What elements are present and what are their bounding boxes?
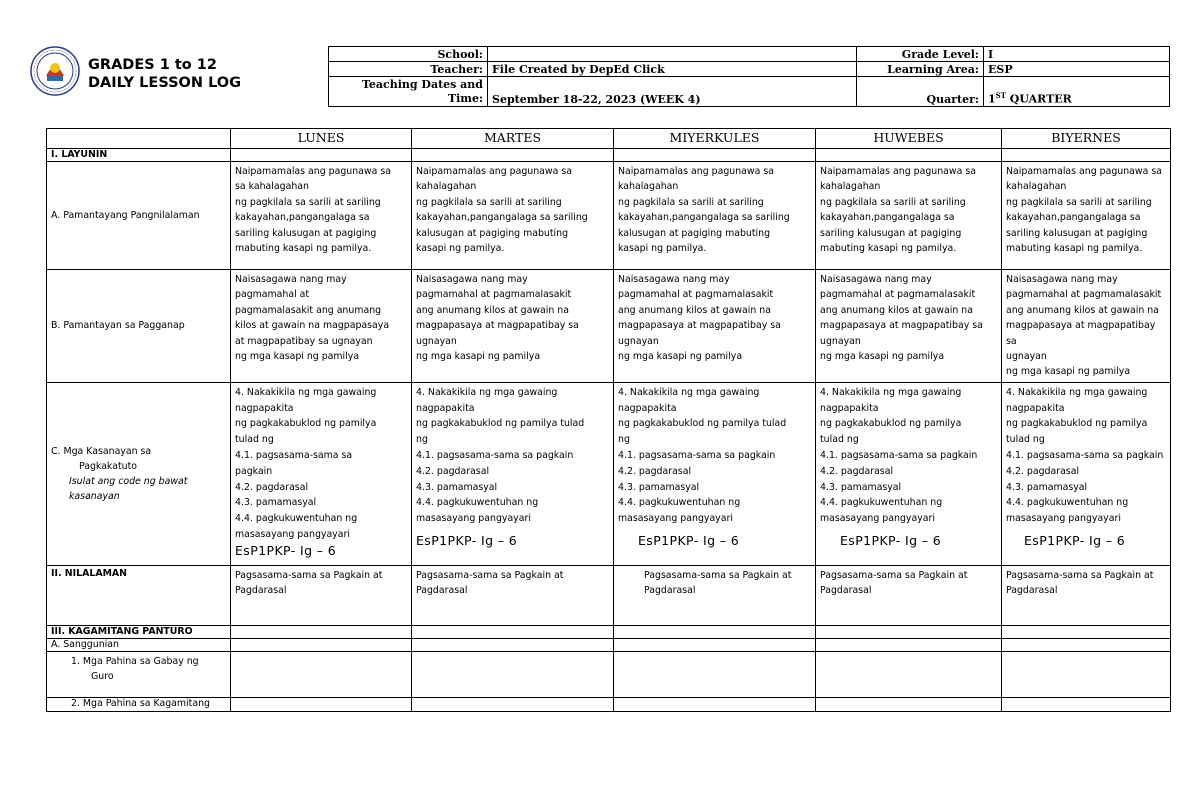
text-line: Pagdarasal	[1006, 585, 1058, 597]
text-line: 4.4. pagkukuwentuhan ng	[416, 497, 539, 509]
empty-cell	[1002, 638, 1171, 651]
row-label-pamantayan-sa-pagganap: B. Pamantayan sa Pagganap	[47, 270, 231, 383]
text-line: ng pagkakabuklod ng pamilya	[235, 418, 377, 430]
text-line: nagpapakita	[1006, 402, 1065, 414]
text-line: 4. Nakakikila ng mga gawaing	[618, 386, 760, 398]
text-line: Naipamamalas ang pagunawa sa	[235, 166, 391, 177]
text-line: Naisasagawa nang may	[618, 274, 730, 285]
text-line: masasayang pangyayari	[820, 513, 935, 525]
cell-c-martes	[412, 382, 614, 565]
text-line: ng pagkakabuklod ng pamilya tulad	[416, 418, 585, 430]
gabay-line-2: Guro	[91, 670, 114, 682]
text-line: Pagdarasal	[416, 585, 468, 597]
cell-c-huwebes	[816, 382, 1002, 565]
text-line: ng mga kasapi ng pamilya	[820, 351, 945, 363]
cell-nilalaman-huwebes	[816, 565, 1002, 625]
empty-cell	[1002, 149, 1171, 162]
row-label-kagamitang: 2. Mga Pahina sa Kagamitang	[47, 697, 231, 711]
title-line-2: DAILY LESSON LOG	[88, 75, 242, 91]
empty-cell	[412, 697, 614, 711]
quarter-text: QUARTER	[1005, 93, 1072, 106]
gabay-line-1: 1. Mga Pahina sa Gabay ng	[71, 655, 199, 667]
text-line: ng pagkakabuklod ng pamilya	[820, 418, 962, 430]
text-line: Pagdarasal	[235, 585, 287, 597]
quarter-label: Quarter:	[857, 77, 984, 107]
text-line: nagpapakita	[618, 402, 677, 414]
text-line: Naipamamalas ang pagunawa sa	[1006, 166, 1162, 177]
text-line: ang anumang kilos at gawain na	[618, 304, 771, 316]
text-line: pagmamalasakit ang anumang	[235, 304, 382, 316]
cell-a-miyerkules	[614, 162, 816, 270]
text-line: Naisasagawa nang may	[1006, 274, 1118, 285]
text-line: Naipamamalas ang pagunawa sa	[416, 166, 572, 177]
text-line: ng mga kasapi ng pamilya	[235, 351, 360, 363]
day-header-miyerkules: MIYERKULES	[614, 129, 816, 149]
text-line: ng pagkilala sa sarili at sariling	[235, 196, 381, 208]
deped-seal-logo	[30, 46, 80, 96]
teacher-value: File Created by DepEd Click	[488, 62, 857, 77]
corner-header-cell	[47, 129, 231, 149]
text-line: ng	[416, 434, 428, 446]
text-line: ang anumang kilos at gawain na	[1006, 304, 1159, 316]
cell-nilalaman-martes	[412, 565, 614, 625]
text-line: 4.1. pagsasama-sama sa pagkain	[1006, 450, 1164, 462]
competency-code: EsP1PKP- Ig – 6	[840, 533, 942, 549]
text-line: pagkain	[235, 465, 273, 477]
text-line: nagpapakita	[416, 402, 475, 414]
text-line: masasayang pangyayari	[235, 529, 350, 541]
text-line: kahalagahan	[416, 181, 477, 193]
text-line: kakayahan,pangangalaga sa	[1006, 212, 1141, 224]
text-line: 4.4. pagkukuwentuhan ng	[1006, 497, 1129, 509]
text-line: Pagdarasal	[644, 585, 696, 597]
text-line: ang anumang kilos at gawain na	[820, 304, 973, 316]
grade-value: I	[984, 47, 1170, 62]
quarter-superscript: ST	[995, 91, 1006, 101]
kasanayan-label-note: Isulat ang code ng bawat kasanayan	[69, 475, 188, 502]
text-line: tulad ng	[1006, 434, 1045, 446]
empty-cell	[231, 651, 412, 697]
empty-cell	[614, 697, 816, 711]
cell-b-huwebes	[816, 270, 1002, 383]
text-line: 4.2. pagdarasal	[618, 465, 692, 477]
text-line: ugnayan	[820, 335, 861, 347]
cell-c-miyerkules	[614, 382, 816, 565]
text-line: 4.3. pamamasyal	[235, 497, 317, 509]
cell-c-biyernes	[1002, 382, 1171, 565]
section-nilalaman: II. NILALAMAN	[47, 565, 231, 625]
day-header-martes: MARTES	[412, 129, 614, 149]
text-line: ng	[618, 434, 630, 446]
kasanayan-label-line-1: C. Mga Kasanayan sa	[51, 445, 152, 457]
empty-cell	[816, 625, 1002, 638]
text-line: 4.3. pamamasyal	[1006, 481, 1088, 493]
text-line: kasapi ng pamilya.	[416, 243, 505, 255]
text-line: ng pagkakabuklod ng pamilya tulad	[618, 418, 787, 430]
empty-cell	[614, 625, 816, 638]
text-line: pagmamahal at pagmamalasakit	[1006, 289, 1162, 301]
text-line: kakayahan,pangangalaga sa sariling	[618, 212, 790, 224]
text-line: ng mga kasapi ng pamilya	[618, 351, 743, 363]
empty-cell	[1002, 625, 1171, 638]
text-line: Naisasagawa nang may	[235, 274, 347, 285]
school-value	[488, 47, 857, 62]
empty-cell	[816, 638, 1002, 651]
text-line: 4.3. pamamasyal	[416, 481, 498, 493]
text-line: nagpapakita	[235, 402, 294, 414]
text-line: Pagdarasal	[820, 585, 872, 597]
text-line: pagmamahal at pagmamalasakit	[416, 289, 572, 301]
cell-c-lunes	[231, 382, 412, 565]
text-line: ugnayan	[1006, 351, 1047, 363]
lesson-log-table	[46, 128, 1171, 712]
text-line: masasayang pangyayari	[416, 513, 531, 525]
text-line: 4.4. pagkukuwentuhan ng	[618, 497, 741, 509]
text-line: Pagsasama-sama sa Pagkain at	[416, 569, 564, 581]
row-label-pamantayang-pangnilalaman: A. Pamantayang Pangnilalaman	[47, 162, 231, 270]
text-line: magpapasaya at magpapatibay sa	[618, 320, 781, 332]
text-line: kalusugan at pagiging mabuting	[618, 227, 771, 239]
text-line: 4. Nakakikila ng mga gawaing	[1006, 386, 1148, 398]
text-line: nagpapakita	[820, 402, 879, 414]
cell-nilalaman-biyernes	[1002, 565, 1171, 625]
dates-label-line-2: Time:	[447, 92, 483, 105]
row-label-kasanayan	[47, 382, 231, 565]
school-label: School:	[329, 47, 488, 62]
text-line: pagmamahal at pagmamalasakit	[618, 289, 774, 301]
text-line: 4. Nakakikila ng mga gawaing	[235, 386, 377, 398]
text-line: magpapasaya at magpapatibay sa	[416, 320, 579, 332]
empty-cell	[614, 651, 816, 697]
competency-code: EsP1PKP- Ig – 6	[1024, 533, 1126, 549]
text-line: kilos at gawain na magpapasaya	[235, 320, 390, 332]
text-line: kalusugan at pagiging mabuting	[416, 227, 569, 239]
cell-b-martes	[412, 270, 614, 383]
text-line: Pagsasama-sama sa Pagkain at	[1006, 569, 1154, 581]
text-line: Naisasagawa nang may	[416, 274, 528, 285]
text-line: ng pagkilala sa sarili at sariling	[820, 196, 966, 208]
quarter-value	[984, 77, 1170, 107]
empty-cell	[412, 149, 614, 162]
empty-cell	[1002, 651, 1171, 697]
area-label: Learning Area:	[857, 62, 984, 77]
empty-cell	[614, 149, 816, 162]
empty-cell	[231, 638, 412, 651]
empty-cell	[412, 625, 614, 638]
text-line: kasapi ng pamilya.	[618, 243, 707, 255]
text-line: 4.2. pagdarasal	[235, 481, 309, 493]
text-line: ng pagkilala sa sarili at sariling	[416, 196, 562, 208]
area-value: ESP	[984, 62, 1170, 77]
text-line: pagmamahal at	[235, 289, 310, 301]
cell-a-biyernes	[1002, 162, 1171, 270]
text-line: kahalagahan	[1006, 181, 1067, 193]
text-line: tulad ng	[820, 434, 859, 446]
cell-a-martes	[412, 162, 614, 270]
section-sanggunian: A. Sanggunian	[47, 638, 231, 651]
text-line: Naipamamalas ang pagunawa sa	[618, 166, 774, 177]
empty-cell	[231, 149, 412, 162]
text-line: 4.2. pagdarasal	[1006, 465, 1080, 477]
text-line: ng mga kasapi ng pamilya	[1006, 366, 1131, 378]
grade-label: Grade Level:	[857, 47, 984, 62]
document-title	[88, 56, 241, 92]
cell-nilalaman-lunes	[231, 565, 412, 625]
empty-cell	[412, 638, 614, 651]
quarter-number: 1	[988, 93, 996, 106]
competency-code: EsP1PKP- Ig – 6	[235, 542, 337, 558]
text-line: masasayang pangyayari	[1006, 513, 1121, 525]
text-line: 4.1. pagsasama-sama sa pagkain	[618, 450, 776, 462]
cell-a-huwebes	[816, 162, 1002, 270]
empty-cell	[816, 149, 1002, 162]
text-line: 4.1. pagsasama-sama sa pagkain	[416, 450, 574, 462]
text-line: kahalagahan	[820, 181, 881, 193]
dates-value: September 18-22, 2023 (WEEK 4)	[488, 77, 857, 107]
title-line-1: GRADES 1 to 12	[88, 57, 217, 73]
text-line: at magpapatibay sa ugnayan	[235, 335, 373, 347]
text-line: kakayahan,pangangalaga sa	[235, 212, 370, 224]
text-line: masasayang pangyayari	[618, 513, 733, 525]
kasanayan-label-line-2: Pagkakatuto	[79, 460, 137, 472]
text-line: sariling kalusugan at pagiging	[235, 227, 377, 239]
text-line: tulad ng	[235, 434, 274, 446]
text-line: ng mga kasapi ng pamilya	[416, 351, 541, 363]
dates-label-line-1: Teaching Dates and	[361, 78, 483, 91]
text-line: sa kahalagahan	[235, 181, 309, 193]
empty-cell	[231, 625, 412, 638]
competency-code: EsP1PKP- Ig – 6	[416, 533, 518, 549]
text-line: ugnayan	[618, 335, 659, 347]
text-line: Pagsasama-sama sa Pagkain at	[235, 569, 383, 581]
empty-cell	[816, 697, 1002, 711]
text-line: 4.4. pagkukuwentuhan ng	[235, 513, 358, 525]
text-line: sariling kalusugan at pagiging	[820, 227, 962, 239]
text-line: kakayahan,pangangalaga sa sariling	[416, 212, 588, 224]
text-line: ugnayan	[416, 335, 457, 347]
text-line: 4.3. pamamasyal	[820, 481, 902, 493]
day-header-biyernes: BIYERNES	[1002, 129, 1171, 149]
text-line: mabuting kasapi ng pamilya.	[235, 243, 372, 255]
text-line: 4.2. pagdarasal	[820, 465, 894, 477]
text-line: mabuting kasapi ng pamilya.	[820, 243, 957, 255]
text-line: Naipamamalas ang pagunawa sa	[820, 166, 976, 177]
row-label-gabay-ng-guro	[47, 651, 231, 697]
text-line: ang anumang kilos at gawain na	[416, 304, 569, 316]
text-line: 4. Nakakikila ng mga gawaing	[416, 386, 558, 398]
day-header-huwebes: HUWEBES	[816, 129, 1002, 149]
cell-b-miyerkules	[614, 270, 816, 383]
text-line: ng pagkakabuklod ng pamilya	[1006, 418, 1148, 430]
text-line: Naisasagawa nang may	[820, 274, 932, 285]
text-line: kahalagahan	[618, 181, 679, 193]
text-line: magpapasaya at magpapatibay sa	[820, 320, 983, 332]
cell-b-biyernes	[1002, 270, 1171, 383]
cell-a-lunes	[231, 162, 412, 270]
empty-cell	[231, 697, 412, 711]
dates-label	[329, 77, 488, 107]
text-line: mabuting kasapi ng pamilya.	[1006, 243, 1143, 255]
text-line: 4.1. pagsasama-sama sa pagkain	[820, 450, 978, 462]
text-line: magpapasaya at magpapatibay sa	[1006, 320, 1156, 347]
competency-code: EsP1PKP- Ig – 6	[638, 533, 740, 549]
empty-cell	[816, 651, 1002, 697]
text-line: ng pagkilala sa sarili at sariling	[618, 196, 764, 208]
text-line: Pagsasama-sama sa Pagkain at	[820, 569, 968, 581]
text-line: 4.1. pagsasama-sama sa	[235, 450, 353, 462]
section-layunin: I. LAYUNIN	[47, 149, 231, 162]
text-line: sariling kalusugan at pagiging	[1006, 227, 1148, 239]
day-header-lunes: LUNES	[231, 129, 412, 149]
text-line: 4. Nakakikila ng mga gawaing	[820, 386, 962, 398]
text-line: 4.2. pagdarasal	[416, 465, 490, 477]
cell-nilalaman-miyerkules	[614, 565, 816, 625]
text-line: Pagsasama-sama sa Pagkain at	[644, 569, 792, 581]
empty-cell	[1002, 697, 1171, 711]
section-kagamitang-panturo: III. KAGAMITANG PANTURO	[47, 625, 231, 638]
text-line: pagmamahal at pagmamalasakit	[820, 289, 976, 301]
text-line: 4.4. pagkukuwentuhan ng	[820, 497, 943, 509]
empty-cell	[412, 651, 614, 697]
header-info-table	[328, 46, 1170, 107]
teacher-label: Teacher:	[329, 62, 488, 77]
empty-cell	[614, 638, 816, 651]
text-line: kakayahan,pangangalaga sa	[820, 212, 955, 224]
cell-b-lunes	[231, 270, 412, 383]
text-line: ng pagkilala sa sarili at sariling	[1006, 196, 1152, 208]
text-line: 4.3. pamamasyal	[618, 481, 700, 493]
